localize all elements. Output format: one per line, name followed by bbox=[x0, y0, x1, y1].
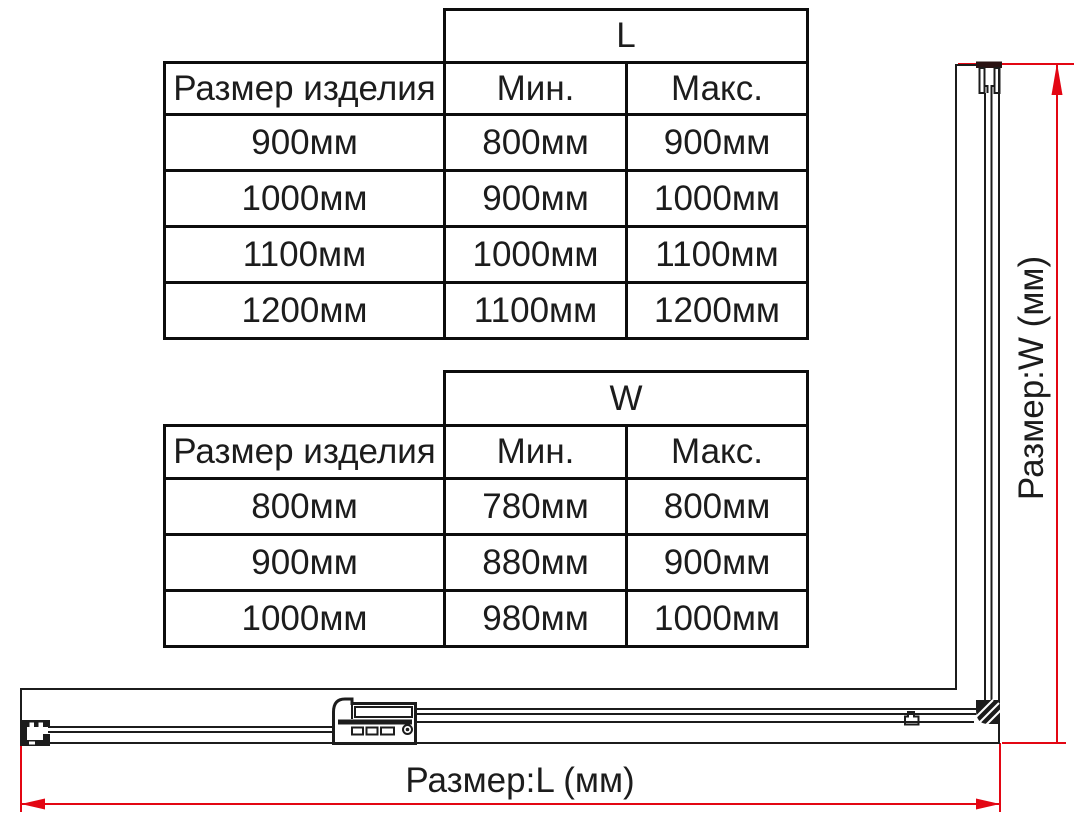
w-arrow-up-icon bbox=[1052, 63, 1063, 95]
max-cell: 800мм bbox=[627, 479, 808, 535]
max-cell: 900мм bbox=[627, 535, 808, 591]
size-column-header: Размер изделия bbox=[165, 426, 445, 479]
product-size-cell: 1000мм bbox=[165, 171, 445, 227]
dimension-group-header: W bbox=[445, 372, 808, 426]
min-cell: 880мм bbox=[445, 535, 627, 591]
table-row bbox=[165, 479, 808, 535]
l-arrow-left-icon bbox=[21, 799, 45, 810]
roller-carriage bbox=[334, 699, 416, 744]
size-table-l bbox=[163, 8, 809, 340]
table-row bbox=[165, 591, 808, 647]
size-column-header: Размер изделия bbox=[165, 63, 445, 115]
product-size-cell: 800мм bbox=[165, 479, 445, 535]
product-size-cell: 900мм bbox=[165, 115, 445, 171]
min-cell: 980мм bbox=[445, 591, 627, 647]
table-row bbox=[165, 171, 808, 227]
dimension-group-header: L bbox=[445, 10, 808, 63]
min-cell: 900мм bbox=[445, 171, 627, 227]
product-size-cell: 1000мм bbox=[165, 591, 445, 647]
max-cell: 1000мм bbox=[627, 591, 808, 647]
l-arrow-right-icon bbox=[976, 799, 1000, 810]
length-dimension-label: Размер:L (мм) bbox=[405, 761, 635, 800]
blank-cell bbox=[165, 10, 445, 63]
table-row bbox=[165, 227, 808, 283]
max-column-header: Макс. bbox=[627, 426, 808, 479]
max-cell: 1000мм bbox=[627, 171, 808, 227]
table-row bbox=[165, 115, 808, 171]
table-row bbox=[165, 535, 808, 591]
size-table-w bbox=[163, 370, 809, 648]
product-size-cell: 900мм bbox=[165, 535, 445, 591]
max-cell: 1200мм bbox=[627, 283, 808, 339]
min-column-header: Мин. bbox=[445, 63, 627, 115]
min-cell: 800мм bbox=[445, 115, 627, 171]
min-cell: 780мм bbox=[445, 479, 627, 535]
max-cell: 900мм bbox=[627, 115, 808, 171]
product-size-cell: 1200мм bbox=[165, 283, 445, 339]
table-row bbox=[165, 283, 808, 339]
corner-connector bbox=[976, 700, 1003, 727]
width-dimension-label: Размер:W (мм) bbox=[1012, 255, 1051, 501]
left-wall-profile-section bbox=[21, 720, 50, 746]
blank-cell bbox=[165, 372, 445, 426]
max-cell: 1100мм bbox=[627, 227, 808, 283]
max-column-header: Макс. bbox=[627, 63, 808, 115]
min-column-header: Мин. bbox=[445, 426, 627, 479]
min-cell: 1000мм bbox=[445, 227, 627, 283]
product-size-cell: 1100мм bbox=[165, 227, 445, 283]
min-cell: 1100мм bbox=[445, 283, 627, 339]
